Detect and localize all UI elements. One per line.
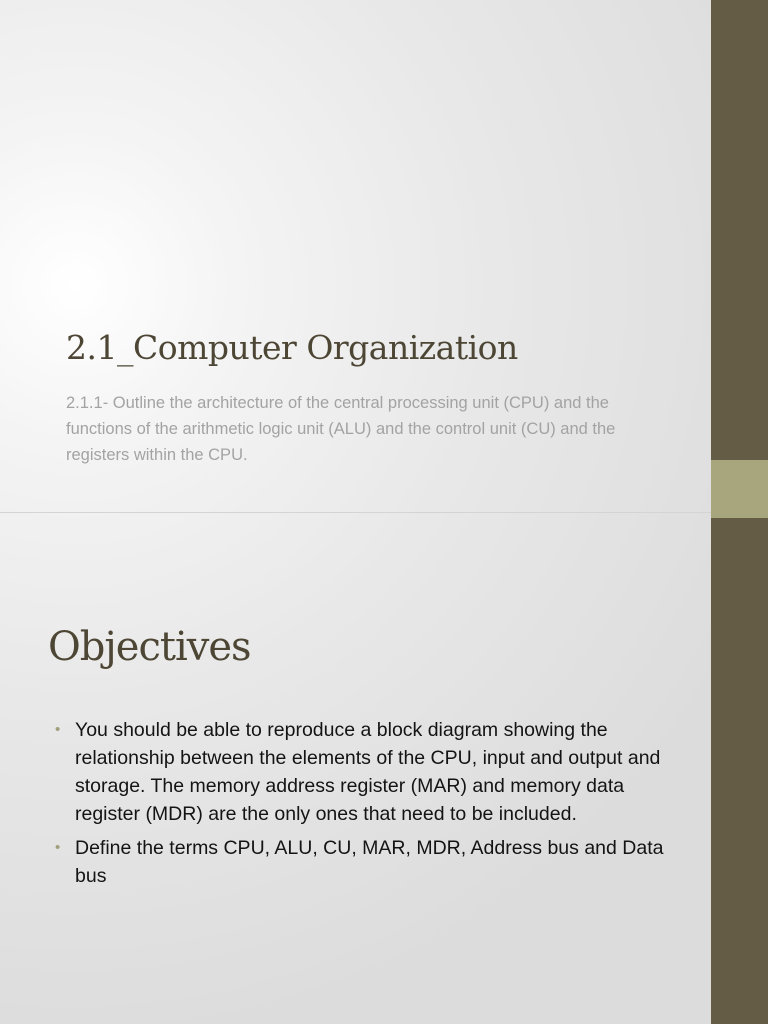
objective-text: Define the terms CPU, ALU, CU, MAR, MDR, Address bus and Data bus bbox=[75, 837, 664, 887]
bullet-dot-icon: • bbox=[55, 839, 61, 856]
bullet-dot-icon: • bbox=[55, 721, 61, 738]
side-bar-accent bbox=[711, 460, 768, 518]
side-bar-top bbox=[711, 0, 768, 460]
objective-text: You should be able to reproduce a block diagram showing the relationship between the elements of the CPU, input and output and storage. The memory address register (MAR) and memory data register (MDR) are the only ones that need to be included. bbox=[75, 719, 661, 825]
slide-divider bbox=[0, 512, 711, 513]
objective-item bbox=[54, 716, 680, 828]
side-bar-bottom bbox=[711, 518, 768, 1024]
slide-subtitle: 2.1.1- Outline the architecture of the central processing unit (CPU) and the functions of the arithmetic logic unit (ALU) and the control unit (CU) and the registers within the CPU. bbox=[66, 394, 616, 464]
slide-title: 2.1_Computer Organization bbox=[66, 328, 518, 367]
side-bar bbox=[711, 0, 768, 1024]
objective-item bbox=[54, 834, 680, 890]
objectives-heading: Objectives bbox=[48, 624, 251, 670]
objective-list bbox=[54, 716, 680, 896]
